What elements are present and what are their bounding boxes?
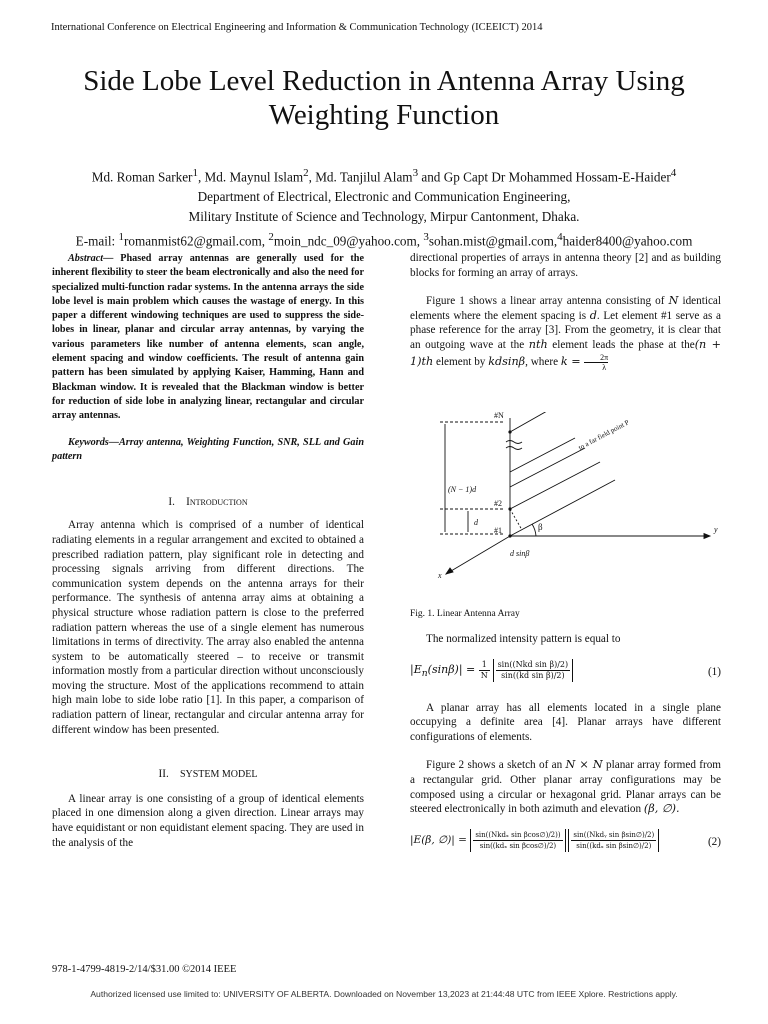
right-paragraph-5: Figure 2 shows a sketch of an N × N planar array formed from a rectangular grid. Other planar array configurations may be composed using a circular or hexagonal grid. Planar arrays can be steered electronically in both azimuth and elevation (β, ∅).	[410, 758, 722, 816]
section-heading-system-model: II. SYSTEM MODEL	[158, 768, 258, 781]
path-diff-line	[510, 509, 522, 530]
right-paragraph-2: Figure 1 shows a linear array antenna consisting of N identical elements where the element spacing is d. Let element #1 serve as a phase reference for the array [3]. From the geometry, it is clear that an outgoing wave at the nth element leads the phase at the(n + 1)th element by kdsinβ, where k = $\frac{2\pi}{\lambda}$	[410, 294, 722, 372]
label-element-2: #2	[494, 499, 502, 508]
equation-1-number: (1)	[707, 665, 721, 678]
y-axis-arrow	[704, 534, 710, 539]
author-names: Md. Roman Sarker$^1$, Md. Maynul Islam$^2$, Md. Tanjilul Alam$^3$ and Gp Capt Dr Mohammed Hossam-E-Haider$^4$	[91, 167, 677, 185]
section-heading-introduction: I. Introduction	[168, 495, 248, 508]
label-n-minus-1-d: (N − 1)d	[448, 485, 477, 494]
label-d: d	[474, 518, 478, 527]
element-2	[508, 507, 511, 510]
label-d-sin-beta: d sinβ	[510, 549, 530, 558]
figure-linear-antenna-array	[410, 412, 734, 594]
system-model-text: A linear array is one consisting of a group of identical elements placed in one dimension along a given direction. Linear arrays may have equidistant or non equidistant element spacing. They are used in the analysis of the	[52, 792, 364, 849]
ray-1	[510, 480, 615, 536]
figure-caption: Fig. 1. Linear Antenna Array	[410, 609, 520, 619]
introduction-text: Array antenna which is comprised of a number of identical radiating elements in a regular arrangement and excited to obtained a prescribed radiation pattern, play significant role in detecting and processing signals arriving from different directions. The communication system depends on the antenna arrays for their performance. The synthesis of antenna array aims at obtaining a physical structure whose radiation pattern is close to the preferred radiation pattern whereas the use of a single element has numerous limitations in terms of directivity. The array also enabled the antenna system to be automatically steered – to receive or transmit information mostly from a particular direction without unconsciously moving the structure. Most of the applications recommend to attain high main lobe to side lobe ratio [1]. In this paper, a comparison of radiation pattern of linear, rectangular and circular antenna array for different window has been presented.	[52, 519, 364, 736]
label-beta: β	[538, 522, 543, 532]
label-far-field: to a far field point P	[577, 418, 631, 452]
ray-mid-2	[510, 448, 585, 487]
isbn-footer: 978-1-4799-4819-2/14/$31.00 ©2014 IEEE	[52, 964, 237, 975]
right-column-top	[410, 251, 721, 372]
label-y-axis: y	[714, 525, 718, 534]
equation-1: $|E_n(\sin\beta)|$ = $\frac{1}{N}$ $\frac{\text{sin((Nkd sin β)/2)}}{\text{sin((kd sin β)/2)}}$ (1)	[410, 659, 721, 680]
equation-2-number: (2)	[707, 835, 721, 848]
title-line-2: Weighting Function	[268, 99, 500, 131]
x-axis-line	[446, 536, 510, 574]
emails: E-mail: $^1$romanmist62@gmail.com, $^2$moin_ndc_09@yahoo.com, $^3$sohan.mist@gmail.com,$^4$haider8400@yahoo.com	[75, 231, 693, 249]
department: Department of Electrical, Electronic and Communication Engineering,	[197, 189, 571, 205]
element-1	[508, 534, 511, 537]
ray-2	[510, 462, 600, 509]
paper-title	[0, 64, 768, 132]
keywords: Keywords—Array antenna, Weighting Function, SNR, SLL and Gain pattern	[52, 436, 364, 463]
conference-header: International Conference on Electrical Engineering and Information & Communication Technology (ICEEICT) 2014	[51, 22, 543, 33]
right-column-bottom	[410, 632, 721, 859]
institution: Military Institute of Science and Technology, Mirpur Cantonment, Dhaka.	[188, 209, 580, 225]
right-paragraph-1: directional properties of arrays in antenna theory [2] and as building blocks for forming an array of arrays.	[410, 252, 721, 279]
license-notice: Authorized licensed use limited to: UNIVERSITY OF ALBERTA. Downloaded on November 13,2023 at 21:44:48 UTC from IEEE Xplore. Restrictions apply.	[90, 989, 678, 999]
right-paragraph-4: A planar array has all elements located in a single plane occupying a definite area [4]. Planar arrays have different configurations of elements.	[410, 701, 721, 743]
title-line-1: Side Lobe Level Reduction in Antenna Array Using	[83, 65, 685, 97]
label-element-1: #1	[494, 526, 502, 535]
ray-n	[510, 412, 570, 432]
abstract: Abstract— Phased array antennas are generally used for the inherent flexibility to steer the beam electronically and also the need for specialized multi-function radar systems. In the antenna arrays the side lobe level is main problem which causes the wastage of energy. In this paper a different windowing techniques are used to suppress the side-lobes in linear, planar and circular array antennas, by varying the various parameters like number of antenna elements, scan angle, element spacing and window coefficients. The result of antenna gain pattern has been simulated by applying Kaiser, Hamming, Hann and Blackman window. It is revealed that the Blackman window is better for reduction of side lobe in analyzing linear, rectangular and circular array antennas.	[52, 253, 364, 422]
label-element-n: #N	[494, 412, 504, 420]
beta-arc	[532, 524, 536, 536]
right-paragraph-3: The normalized intensity pattern is equal to	[426, 633, 621, 645]
break-mark-1	[506, 441, 522, 444]
left-column	[52, 252, 364, 850]
element-n	[508, 430, 511, 433]
x-axis-arrow	[446, 568, 453, 574]
break-mark-2	[506, 447, 522, 450]
equation-2: |E(β, ∅)| = $\frac{\text{sin((Nkdₓ sin βcos∅)/2))}}{\text{sin((kdₓ sin βcos∅)/2)}}$ $\frac{\text{sin((Nkdᵧ sin βsin∅)/2)}}{\text{sin((kdₓ sin βsin∅)/2)}}$ (2)	[410, 830, 721, 850]
author-block	[0, 163, 768, 252]
label-x-axis: x	[438, 571, 442, 580]
